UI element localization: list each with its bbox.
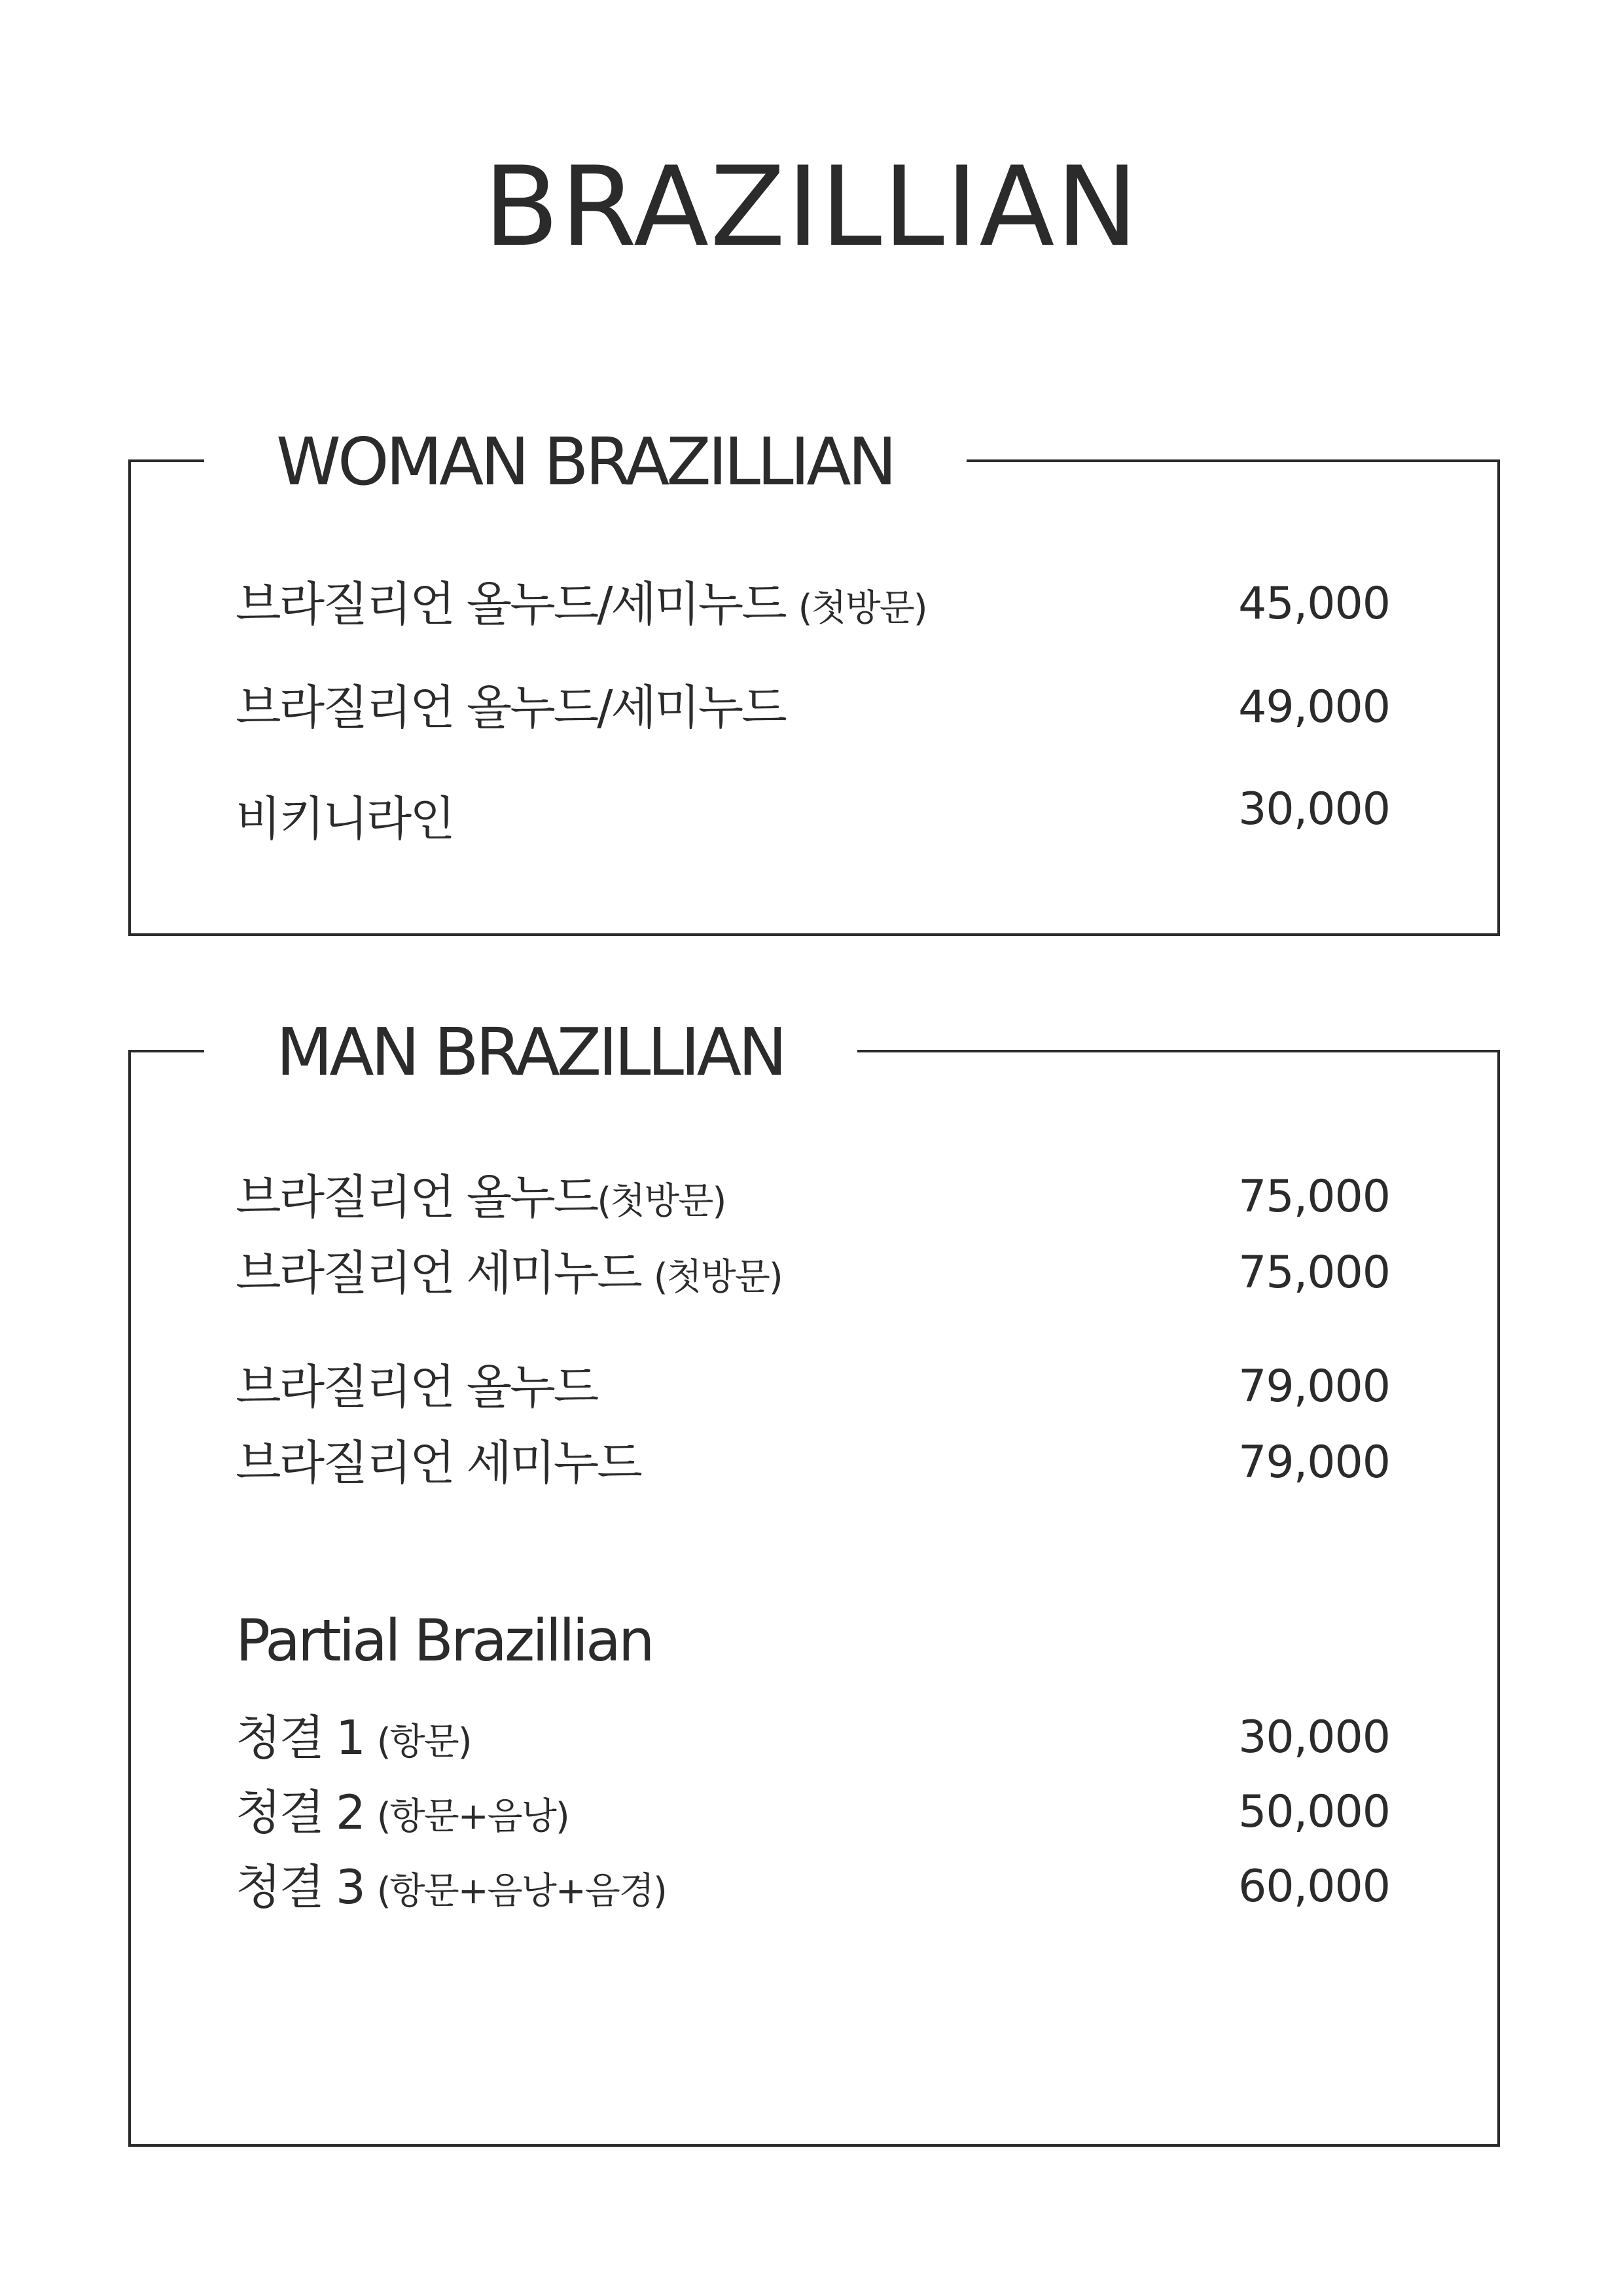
partial-brazillian-heading: Partial Brazillian <box>236 1607 652 1674</box>
item-name: 브라질리언 세미누드 (첫방문) <box>236 1246 782 1300</box>
menu-item <box>131 780 1497 846</box>
menu-item <box>131 1783 1497 1842</box>
item-note: (항문+음낭+음경) <box>376 1870 666 1912</box>
man-brazilian-section <box>128 1014 1500 2147</box>
item-note: (첫방문) <box>653 1256 782 1299</box>
item-price: 79,000 <box>1238 1361 1390 1412</box>
menu-item <box>131 1357 1497 1416</box>
menu-item <box>131 678 1497 737</box>
woman-section-heading: WOMAN BRAZILLIAN <box>204 422 967 503</box>
man-section-heading: MAN BRAZILLIAN <box>204 1012 857 1093</box>
item-price: 50,000 <box>1238 1786 1390 1838</box>
item-price: 30,000 <box>1238 783 1390 835</box>
item-name: 청결 3 (항문+음낭+음경) <box>236 1859 666 1914</box>
item-name: 브라질리언 올누드 <box>236 1359 597 1414</box>
item-name: 청결 1 (항문) <box>236 1710 471 1765</box>
item-note: (항문+음낭) <box>376 1795 569 1838</box>
menu-item <box>131 1433 1497 1492</box>
item-price: 75,000 <box>1238 1171 1390 1223</box>
item-note: (첫방문) <box>597 1180 726 1223</box>
item-name: 브라질리언 세미누드 <box>236 1435 641 1490</box>
item-price: 45,000 <box>1238 578 1390 630</box>
menu-item <box>131 1857 1497 1916</box>
menu-item <box>131 1168 1497 1227</box>
item-name: 브라질리언 올누드/세미누드 (첫방문) <box>236 577 927 632</box>
item-price: 60,000 <box>1238 1861 1390 1912</box>
menu-item <box>131 1708 1497 1767</box>
item-price: 30,000 <box>1238 1712 1390 1763</box>
item-note: (첫방문) <box>798 587 927 630</box>
item-price: 79,000 <box>1238 1437 1390 1488</box>
item-name: 브라질리언 올누드/세미누드 <box>236 680 785 735</box>
page-title: BRAZILLIAN <box>483 143 1140 271</box>
item-name: 청결 2 (항문+음낭) <box>236 1785 569 1840</box>
menu-item <box>131 575 1497 634</box>
item-name: 비키니라인 <box>236 791 454 846</box>
menu-item <box>131 1244 1497 1302</box>
woman-brazilian-section <box>128 423 1500 936</box>
item-name: 브라질리언 올누드(첫방문) <box>236 1170 726 1225</box>
item-price: 49,000 <box>1238 681 1390 733</box>
item-price: 75,000 <box>1238 1247 1390 1299</box>
item-note: (항문) <box>376 1721 471 1763</box>
